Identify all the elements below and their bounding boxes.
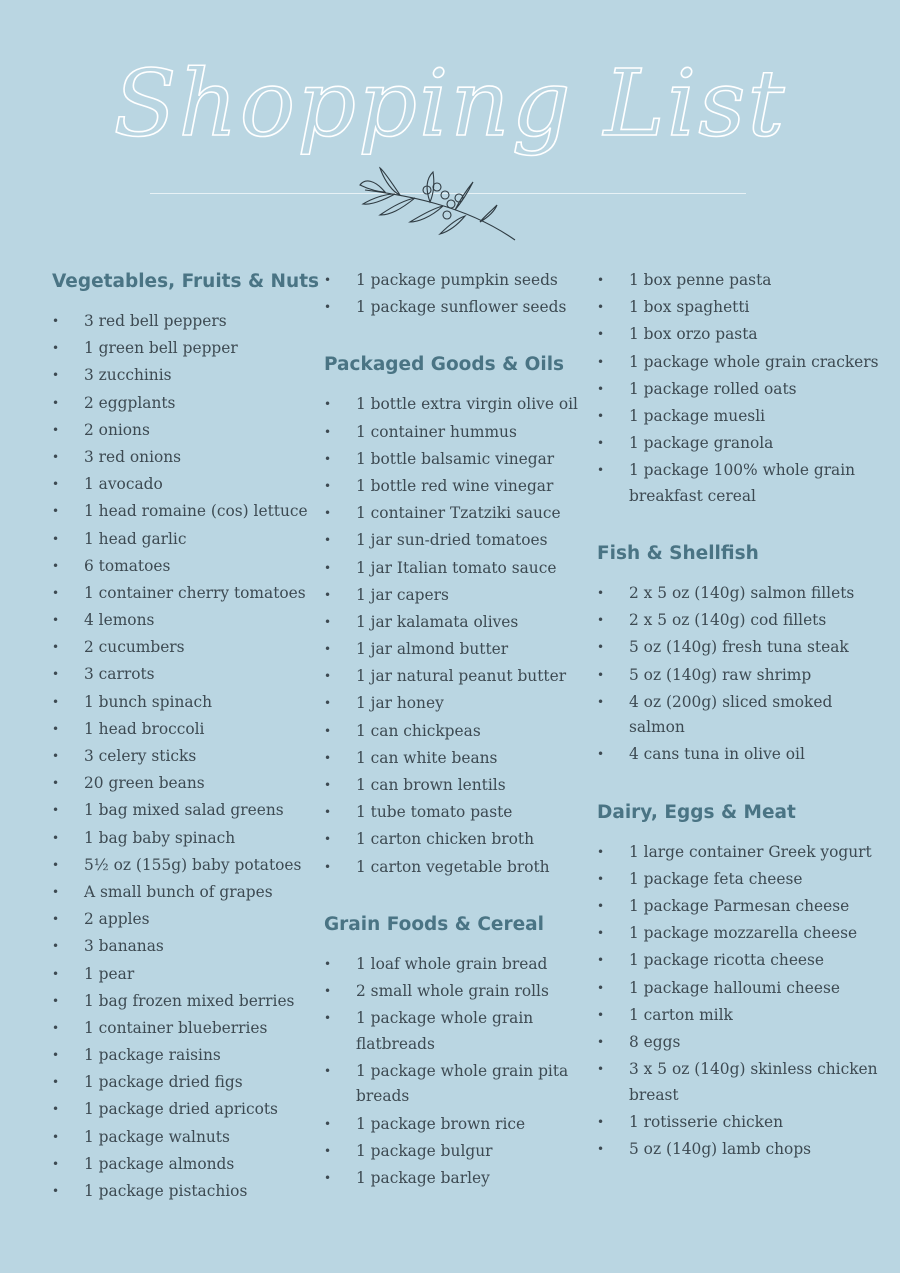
list-item: • 1 package raisins [52, 1043, 322, 1069]
list-item: • 1 bag baby spinach [52, 826, 322, 852]
list-item: • 1 bottle red wine vinegar [324, 474, 592, 500]
section-heading-dairy: Dairy, Eggs & Meat [597, 801, 796, 823]
list-item: • 1 package pistachios [52, 1179, 322, 1205]
list-item: • 1 jar kalamata olives [324, 610, 592, 636]
list-item: • 1 carton vegetable broth [324, 855, 592, 881]
list-item: • 1 container blueberries [52, 1016, 322, 1042]
list-item: • 4 oz (200g) sliced smoked salmon [597, 690, 887, 741]
list-item: • 1 package muesli [597, 404, 887, 430]
list-item: • 2 onions [52, 418, 322, 444]
list-item: • 1 head romaine (cos) lettuce [52, 499, 322, 525]
list-item: • 2 cucumbers [52, 635, 322, 661]
list-item: • 1 jar honey [324, 691, 592, 717]
list-item: • 1 container cherry tomatoes [52, 581, 322, 607]
list-item: • 1 package rolled oats [597, 377, 887, 403]
section-heading-fish: Fish & Shellfish [597, 543, 759, 564]
list-item: • 1 container Tzatziki sauce [324, 501, 592, 527]
list-item: • 1 large container Greek yogurt [597, 840, 887, 866]
list-item: • 1 package sunflower seeds [324, 295, 592, 321]
list-item: • 3 red bell peppers [52, 309, 322, 335]
list-item: • 6 tomatoes [52, 554, 322, 580]
column-2 [324, 268, 592, 1193]
list-item: • 3 carrots [52, 662, 322, 688]
list-item: • 1 package walnuts [52, 1125, 322, 1151]
list-item: • 1 can brown lentils [324, 773, 592, 799]
list-item: • 1 carton chicken broth [324, 827, 592, 853]
list-item: • 1 package barley [324, 1166, 592, 1192]
packaged-goods-list [324, 392, 592, 880]
list-item: • 1 package bulgur [324, 1139, 592, 1165]
list-item: • 5 oz (140g) fresh tuna steak [597, 635, 887, 661]
list-item: • 1 head garlic [52, 527, 322, 553]
list-item: • 1 green bell pepper [52, 336, 322, 362]
list-item: • 1 package brown rice [324, 1112, 592, 1138]
list-item: • 1 box penne pasta [597, 268, 887, 294]
list-item: • 1 bunch spinach [52, 690, 322, 716]
page-title [0, 30, 900, 180]
list-item: • 1 tube tomato paste [324, 800, 592, 826]
list-item: • 1 package Parmesan cheese [597, 894, 887, 920]
fish-list [597, 581, 887, 768]
list-item: • 1 pear [52, 962, 322, 988]
list-item: • 2 x 5 oz (140g) salmon fillets [597, 581, 887, 607]
vegetables-list [52, 309, 322, 1205]
list-item: • 4 cans tuna in olive oil [597, 742, 887, 768]
list-item: • 5 oz (140g) raw shrimp [597, 663, 887, 689]
list-item: • 3 bananas [52, 934, 322, 960]
title-script [113, 30, 787, 180]
list-item: • 1 package granola [597, 431, 887, 457]
dairy-list [597, 840, 887, 1163]
list-item: • 1 jar almond butter [324, 637, 592, 663]
section-heading-packaged-goods: Packaged Goods & Oils [324, 354, 565, 376]
list-item: • 1 box spaghetti [597, 295, 887, 321]
list-item: • 3 celery sticks [52, 744, 322, 770]
olive-branch-icon [355, 160, 525, 250]
list-item: • 1 jar natural peanut butter [324, 664, 592, 690]
list-item: • 1 jar sun-dried tomatoes [324, 528, 592, 554]
list-item: • 3 zucchinis [52, 363, 322, 389]
list-item: • 3 red onions [52, 445, 322, 471]
list-item: • 1 head broccoli [52, 717, 322, 743]
list-item: • 1 carton milk [597, 1003, 887, 1029]
list-item: • 1 package dried figs [52, 1070, 322, 1096]
list-item: • 1 package almonds [52, 1152, 322, 1178]
list-item: • 1 package feta cheese [597, 867, 887, 893]
list-item: • 8 eggs [597, 1030, 887, 1056]
list-item: • 1 package pumpkin seeds [324, 268, 592, 294]
svg-text:Shopping List: Shopping List [113, 50, 787, 157]
list-item: • 1 can white beans [324, 746, 592, 772]
list-item: • 1 avocado [52, 472, 322, 498]
list-item: • 5 oz (140g) lamb chops [597, 1137, 887, 1163]
list-item: • 2 small whole grain rolls [324, 979, 592, 1005]
list-item: • 1 rotisserie chicken [597, 1110, 887, 1136]
list-item: • 1 box orzo pasta [597, 322, 887, 348]
list-item: • 1 jar capers [324, 583, 592, 609]
list-item: • 4 lemons [52, 608, 322, 634]
list-item: • 1 package ricotta cheese [597, 948, 887, 974]
list-item: • 1 jar Italian tomato sauce [324, 556, 592, 582]
section-heading-vegetables: Vegetables, Fruits & Nuts [52, 271, 320, 292]
list-item: • A small bunch of grapes [52, 880, 322, 906]
column-3 [597, 268, 887, 1164]
list-item: • 1 bottle extra virgin olive oil [324, 392, 592, 418]
list-item: • 2 eggplants [52, 391, 322, 417]
list-item: • 1 container hummus [324, 420, 592, 446]
list-item: • 3 x 5 oz (140g) skinless chicken breast [597, 1057, 887, 1108]
section-heading-grain-foods: Grain Foods & Cereal [324, 913, 544, 935]
list-item: • 1 package 100% whole grain breakfast cereal [597, 458, 887, 509]
list-item: • 1 package whole grain flatbreads [324, 1006, 592, 1057]
pasta-cereal-list [597, 268, 887, 509]
list-item: • 1 bag mixed salad greens [52, 798, 322, 824]
list-item: • 1 package whole grain pita breads [324, 1059, 592, 1110]
list-item: • 1 can chickpeas [324, 719, 592, 745]
column-1 [52, 268, 322, 1206]
list-item: • 1 package mozzarella cheese [597, 921, 887, 947]
list-item: • 1 package halloumi cheese [597, 976, 887, 1002]
list-item: • 2 x 5 oz (140g) cod fillets [597, 608, 887, 634]
list-item: • 2 apples [52, 907, 322, 933]
list-item: • 1 bottle balsamic vinegar [324, 447, 592, 473]
list-item: • 1 loaf whole grain bread [324, 952, 592, 978]
seeds-list [324, 268, 592, 321]
list-item: • 1 package whole grain crackers [597, 350, 887, 376]
list-item: • 1 bag frozen mixed berries [52, 989, 322, 1015]
list-item: • 20 green beans [52, 771, 322, 797]
list-item: • 1 package dried apricots [52, 1097, 322, 1123]
list-item: • 5½ oz (155g) baby potatoes [52, 853, 322, 879]
grain-foods-list [324, 952, 592, 1192]
